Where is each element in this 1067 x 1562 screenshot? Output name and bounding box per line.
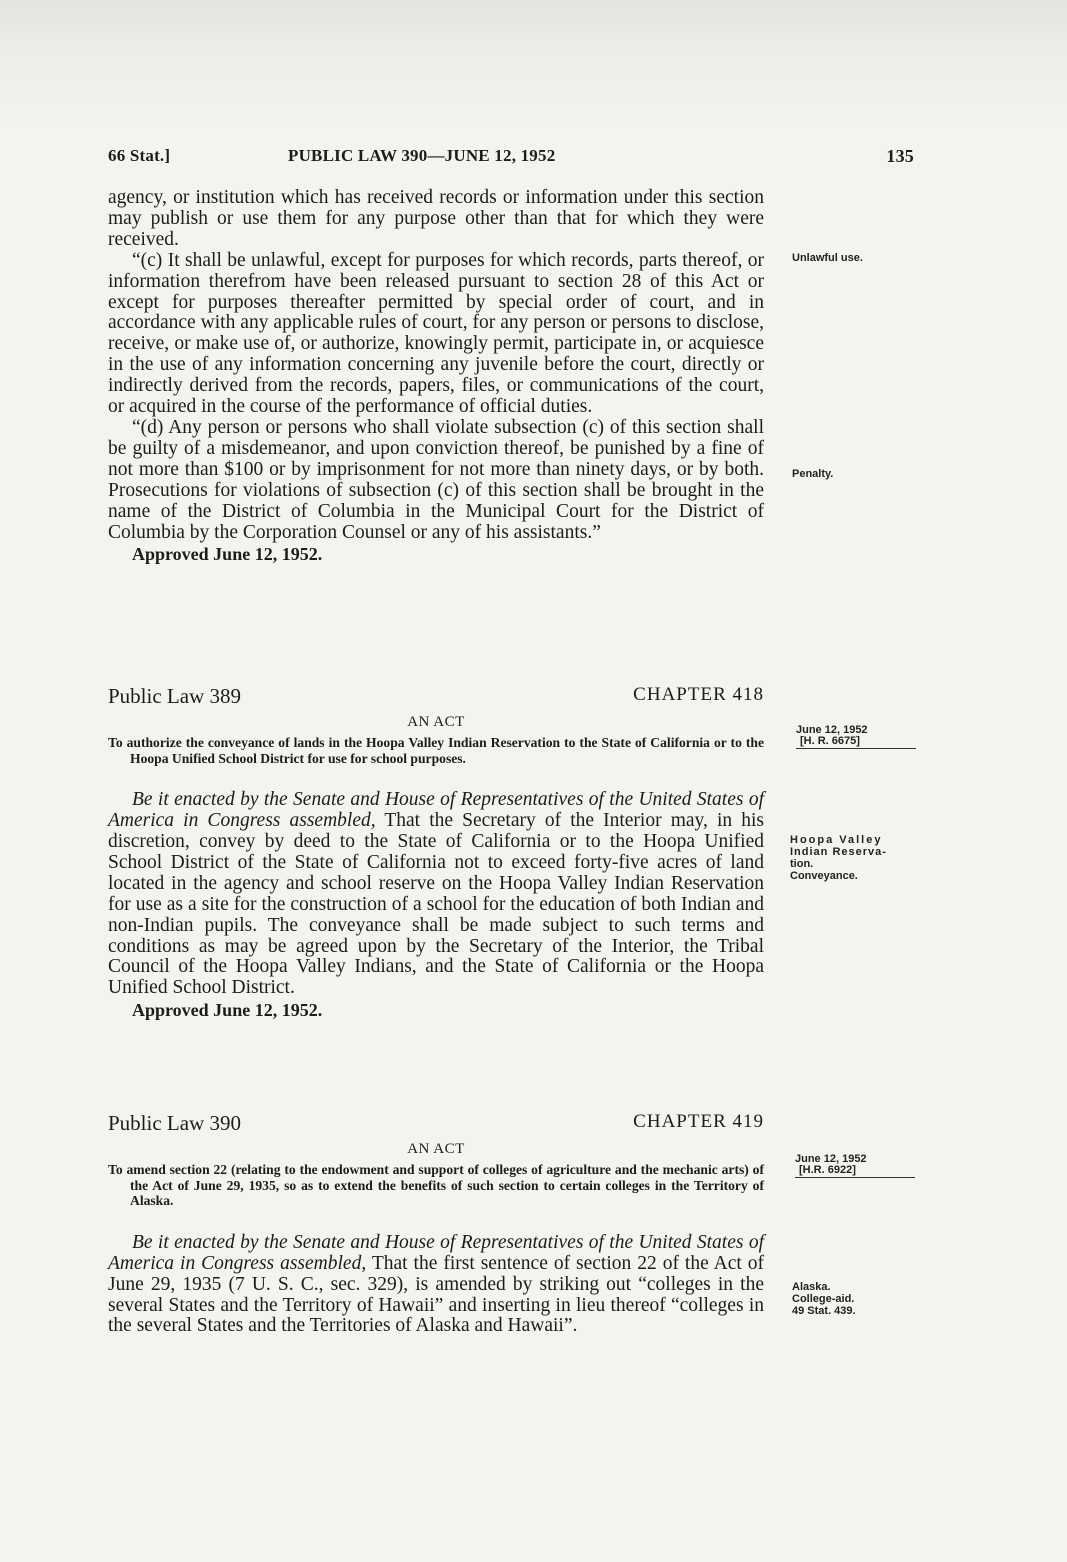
an-act-heading: AN ACT — [407, 1141, 465, 1157]
page-number: 135 — [886, 146, 914, 166]
margin-note-alaska — [792, 1281, 856, 1317]
bill-reference-390 — [795, 1154, 915, 1178]
subsection-c: “(c) It shall be unlawful, except for purposes for which records, parts thereof, or information therefrom have been released pursuant to section 28 of this Act or except for purposes thereafter permitted by special order of court, and in accordance with any applicable rules of court, for any person or persons to disclose, receive, or make use of, or authorize, knowingly permit, participate in, or acquiesce in the use of any information concerning any juvenile before the court, directly or indirectly derived from the records, papers, files, or communications of the court, or acquired in the course of the performance of official duties. — [108, 249, 764, 418]
enacting-body: That the Secretary of the Interior may, in his discretion, convey by deed to the State of California or to the Hoopa Unified School District of the State of California not to exceed forty-five acres of land located in the agency and school reserve on the Hoopa Valley Indian Reservation for use as a site for the construction of a school for the education of both Indian and non-Indian pupils. The conveyance shall be made subject to such terms and conditions as may be agreed upon by the Secretary of the Interior, the Tribal Council of the Hoopa Valley Indians, and the State of California or the Hoopa Unified School District. — [108, 810, 765, 999]
bill-date: June 12, 1952 — [796, 724, 868, 736]
chapter-label: CHAPTER 419 — [633, 1111, 764, 1132]
header-title: PUBLIC LAW 390—JUNE 12, 1952 — [288, 146, 556, 165]
law-heading — [108, 1111, 764, 1139]
law-label: Public Law 390 — [108, 1111, 241, 1135]
law-label: Public Law 389 — [108, 684, 241, 708]
note-line: 49 Stat. 439. — [792, 1305, 856, 1317]
enacting-formula: Be it enacted by the Senate and House of Representatives of the United States of America in Congress assembled, — [108, 789, 764, 832]
margin-note-hoopa — [790, 834, 887, 882]
public-law-389 — [108, 684, 764, 1021]
note-conveyance: Conveyance. — [790, 870, 858, 882]
approval-line: Approved June 12, 1952. — [132, 544, 323, 565]
act-purpose: To amend section 22 (relating to the endowment and support of colleges of agriculture and the mechanic arts) of the Act of June 29, 1935, so as to extend the benefits of such section to certain colleges in the Territory of Alaska. — [108, 1162, 764, 1209]
subsection-d: “(d) Any person or persons who shall violate subsection (c) of this section shall be guilty of a misdemeanor, and upon conviction thereof, be punished by a fine of not more than $100 or by imprisonment for not more than ninety days, or by both. Prosecutions for violations of subsection (c) of this section shall be brought in the name of the District of Columbia in the Municipal Court for the District of Columbia by the Corporation Counsel or any of his assistants.” — [108, 416, 764, 543]
margin-note-unlawful-use: Unlawful use. — [792, 252, 863, 264]
divider — [795, 1176, 915, 1178]
enacting-clause — [108, 1233, 764, 1338]
act-purpose: To authorize the conveyance of lands in the Hoopa Valley Indian Reservation to the State of California or to the Hoopa Unified School District for use for school purposes. — [108, 735, 764, 766]
continuation-paragraph: agency, or institution which has received records or information under this section may publish or use them for any purpose other than that for which they were received. — [108, 187, 764, 250]
note-line: Indian Reserva- — [790, 846, 887, 858]
an-act-heading: AN ACT — [407, 714, 465, 730]
note-line: Hoopa Valley — [790, 834, 883, 846]
running-header — [108, 146, 914, 170]
law-heading — [108, 684, 764, 712]
enacting-formula: Be it enacted by the Senate and House of Representatives of the United States of America in Congress assembled, — [108, 1231, 764, 1274]
divider — [796, 747, 916, 749]
margin-note-penalty: Penalty. — [792, 468, 834, 480]
bill-number: [H.R. 6922] — [799, 1164, 856, 1176]
public-law-390 — [108, 1111, 764, 1337]
note-line: Alaska. — [792, 1281, 831, 1293]
enacting-body: That the first sentence of section 22 of the Act of June 29, 1935 (7 U. S. C., sec. 329), is amended by striking out “colleges in the several States and the Territory of Hawaii” and inserting in lieu thereof “colleges in the several States and the Territories of Alaska and Hawaii”. — [108, 1252, 765, 1337]
bill-reference-389 — [796, 725, 916, 749]
continuation-section — [108, 188, 764, 565]
volume-reference: 66 Stat.] — [108, 146, 171, 165]
bill-number: [H. R. 6675] — [800, 735, 860, 747]
note-line: College-aid. — [792, 1293, 855, 1305]
approval-line: Approved June 12, 1952. — [132, 1000, 323, 1021]
chapter-label: CHAPTER 418 — [633, 684, 764, 705]
note-line: tion. — [790, 858, 814, 870]
bill-date: June 12, 1952 — [795, 1153, 867, 1165]
enacting-clause — [108, 790, 764, 999]
